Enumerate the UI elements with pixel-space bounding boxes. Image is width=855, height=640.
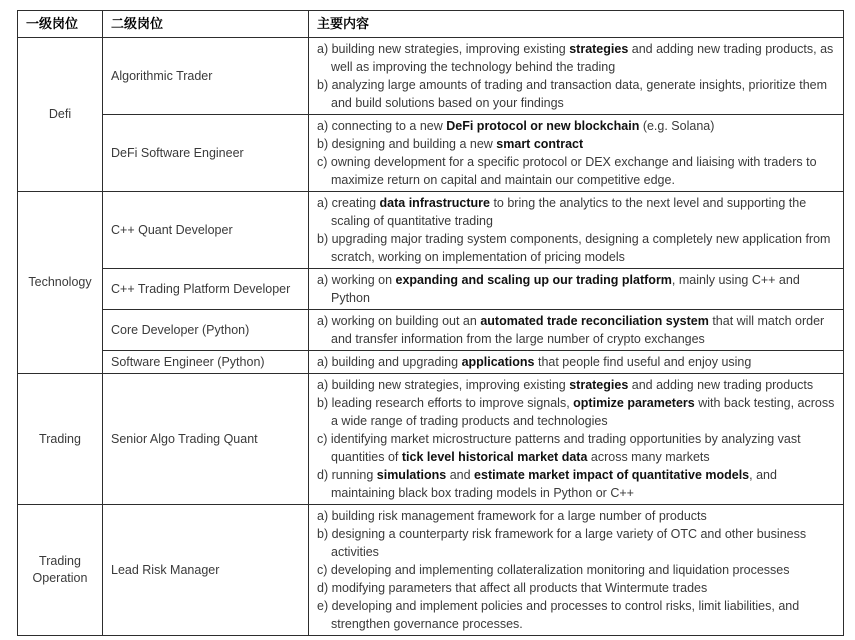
content-item: c) owning development for a specific protocol or DEX exchange and liaising with traders to maximize return on capital and maintain our competitive edge. xyxy=(317,155,817,187)
content-cell xyxy=(309,38,844,115)
content-item: b) designing and building a new smart contract xyxy=(317,137,584,151)
content-cell xyxy=(309,269,844,310)
content-item: b) leading research efforts to improve signals, optimize parameters with back testing, across a wide range of trading products and technologies xyxy=(317,396,835,428)
table-row xyxy=(18,310,844,351)
level1-cell: Defi xyxy=(18,38,103,192)
content-item: d) running simulations and estimate market impact of quantitative models, and maintaining black box trading models in Python or C++ xyxy=(317,468,777,500)
table-row xyxy=(18,192,844,269)
header-main-content: 主要内容 xyxy=(309,11,844,38)
content-item: a) building new strategies, improving existing strategies and adding new trading products, as well as improving the technology behind the trading xyxy=(317,42,834,74)
level2-cell: Software Engineer (Python) xyxy=(103,351,309,374)
content-cell xyxy=(309,192,844,269)
level2-cell: Senior Algo Trading Quant xyxy=(103,374,309,505)
content-item: b) upgrading major trading system components, designing a completely new application from scratch, working on implementation of pricing models xyxy=(317,232,831,264)
level1-cell: Trading xyxy=(18,374,103,505)
content-cell xyxy=(309,115,844,192)
content-cell xyxy=(309,351,844,374)
table-body xyxy=(18,38,844,636)
positions-table xyxy=(17,10,844,636)
content-item: c) identifying market microstructure patterns and trading opportunities by analyzing vast quantities of tick level historical market data across many markets xyxy=(317,432,801,464)
content-item: a) creating data infrastructure to bring the analytics to the next level and supporting the scaling of quantitative trading xyxy=(317,196,807,228)
level2-cell: C++ Quant Developer xyxy=(103,192,309,269)
table-row xyxy=(18,374,844,505)
content-item: e) developing and implement policies and processes to control risks, limit liabilities, and strengthen governance processes. xyxy=(317,599,800,631)
table-row xyxy=(18,269,844,310)
content-cell xyxy=(309,310,844,351)
content-item: a) working on building out an automated trade reconciliation system that will match order and transfer information from the large number of crypto exchanges xyxy=(317,314,825,346)
level2-cell: Core Developer (Python) xyxy=(103,310,309,351)
content-cell xyxy=(309,374,844,505)
level2-cell: Algorithmic Trader xyxy=(103,38,309,115)
level2-cell: Lead Risk Manager xyxy=(103,505,309,636)
content-item: c) developing and implementing collateralization monitoring and liquidation processes xyxy=(317,563,790,577)
table-row xyxy=(18,115,844,192)
level2-cell: C++ Trading Platform Developer xyxy=(103,269,309,310)
table-row xyxy=(18,351,844,374)
content-item: a) building and upgrading applications that people find useful and enjoy using xyxy=(317,355,752,369)
content-item: b) designing a counterparty risk framework for a large variety of OTC and other business activities xyxy=(317,527,807,559)
content-item: a) working on expanding and scaling up our trading platform, mainly using C++ and Python xyxy=(317,273,800,305)
level1-cell: Trading Operation xyxy=(18,505,103,636)
table-row xyxy=(18,505,844,636)
table-row xyxy=(18,38,844,115)
content-item: a) building risk management framework for a large number of products xyxy=(317,509,707,523)
header-level2-position: 二级岗位 xyxy=(103,11,309,38)
level2-cell: DeFi Software Engineer xyxy=(103,115,309,192)
level1-cell: Technology xyxy=(18,192,103,374)
content-cell xyxy=(309,505,844,636)
content-item: b) analyzing large amounts of trading and transaction data, generate insights, prioritize them and build solutions based on your findings xyxy=(317,78,828,110)
content-item: d) modifying parameters that affect all products that Wintermute trades xyxy=(317,581,708,595)
content-item: a) connecting to a new DeFi protocol or new blockchain (e.g. Solana) xyxy=(317,119,715,133)
header-level1-position: 一级岗位 xyxy=(18,11,103,38)
content-item: a) building new strategies, improving existing strategies and adding new trading products xyxy=(317,378,814,392)
table-header-row xyxy=(18,11,844,38)
